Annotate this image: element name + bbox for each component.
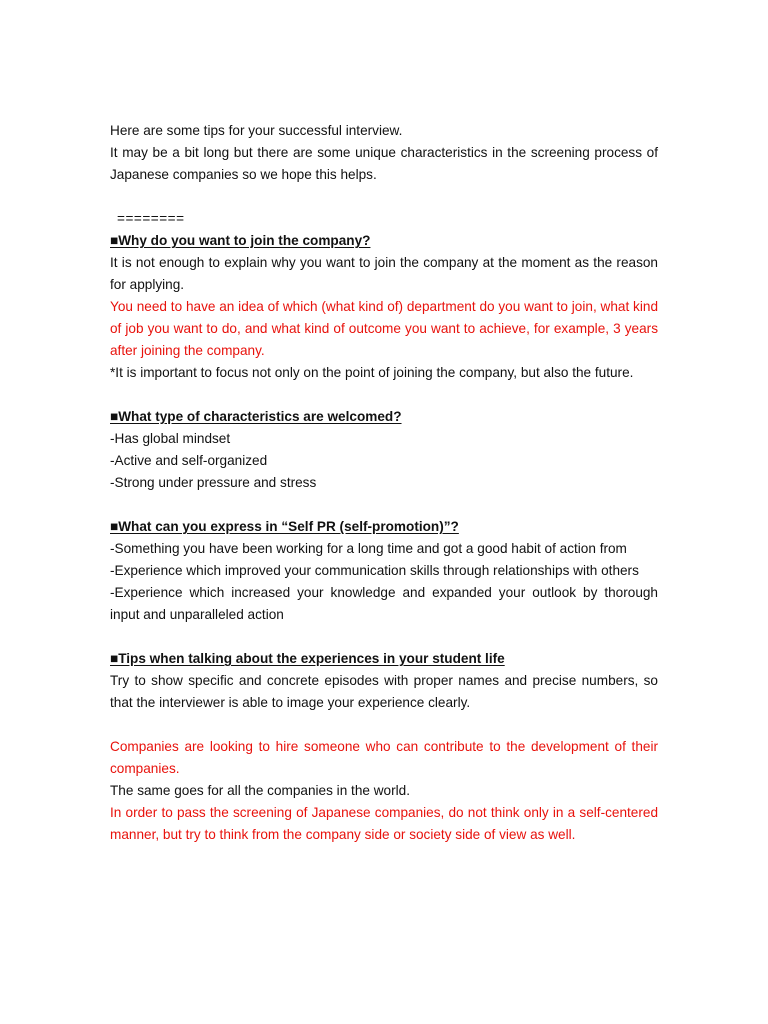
emphasis-paragraph: Companies are looking to hire someone who can contribute to the development of their companies. — [110, 739, 658, 776]
paragraph: It is not enough to explain why you want to join the company at the moment as the reason for applying. — [110, 255, 658, 292]
document-page — [110, 120, 658, 846]
section-heading-self-pr: ■What can you express in “Self PR (self-promotion)”? — [110, 519, 459, 534]
section-heading-why-join: ■Why do you want to join the company? — [110, 233, 371, 248]
list-item: -Experience which increased your knowledge and expanded your outlook by thorough input and unparalleled action — [110, 585, 658, 622]
intro-paragraph: It may be a bit long but there are some unique characteristics in the screening process of Japanese companies so we hope this helps. — [110, 145, 658, 182]
emphasis-paragraph: You need to have an idea of which (what kind of) department do you want to join, what kind of job you want to do, and what kind of outcome you want to achieve, for example, 3 years after joining the company. — [110, 299, 658, 358]
section-heading-student-life: ■Tips when talking about the experiences in your student life — [110, 651, 505, 666]
list-item: -Strong under pressure and stress — [110, 475, 317, 490]
intro-line: Here are some tips for your successful interview. — [110, 123, 403, 138]
spacer — [110, 626, 658, 648]
list-item: -Something you have been working for a long time and got a good habit of action from — [110, 541, 627, 556]
list-item: -Experience which improved your communication skills through relationships with others — [110, 563, 639, 578]
paragraph: The same goes for all the companies in the world. — [110, 783, 410, 798]
list-item: -Active and self-organized — [110, 453, 268, 468]
list-item: -Has global mindset — [110, 431, 231, 446]
note-paragraph: *It is important to focus not only on the point of joining the company, but also the future. — [110, 365, 634, 380]
spacer — [110, 714, 658, 736]
separator: ======== — [117, 211, 185, 226]
spacer — [110, 186, 658, 208]
section-heading-characteristics: ■What type of characteristics are welcomed? — [110, 409, 402, 424]
spacer — [110, 494, 658, 516]
paragraph: Try to show specific and concrete episodes with proper names and precise numbers, so that the interviewer is able to image your experience clearly. — [110, 673, 658, 710]
emphasis-paragraph: In order to pass the screening of Japanese companies, do not think only in a self-centered manner, but try to think from the company side or society side of view as well. — [110, 805, 658, 842]
spacer — [110, 384, 658, 406]
